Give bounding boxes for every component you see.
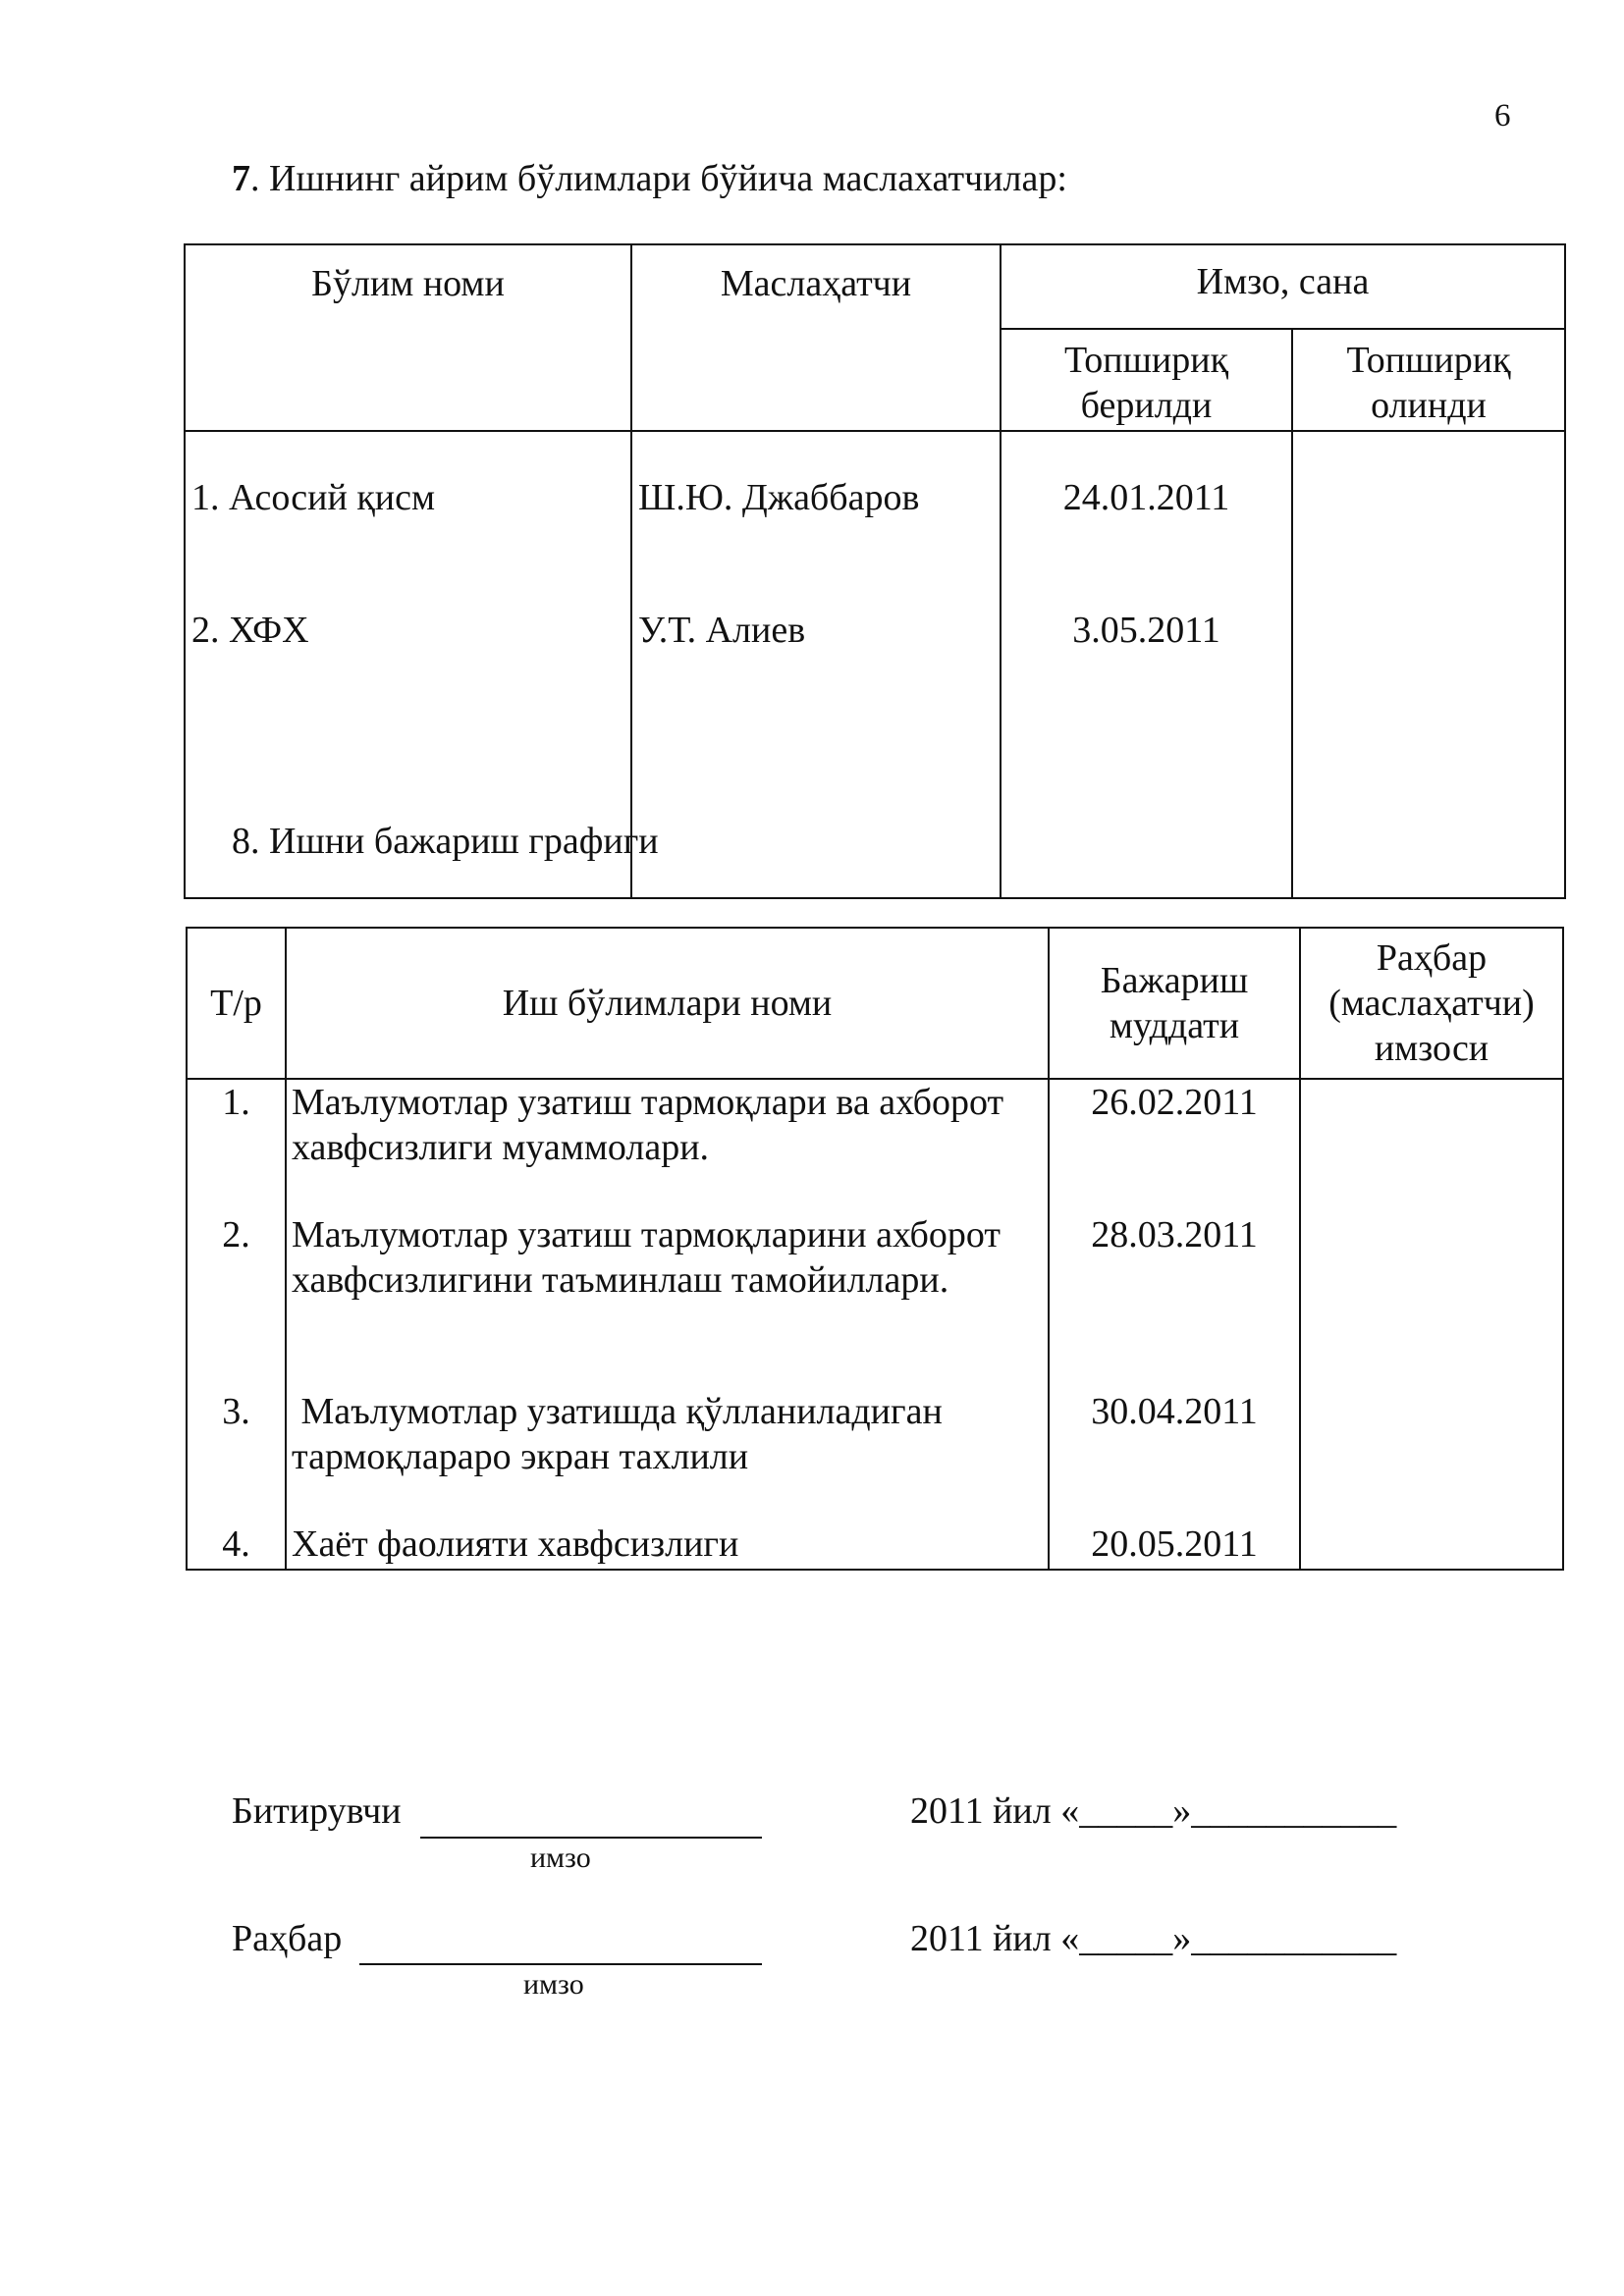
header-section-name: Бўлим номи [185, 244, 631, 431]
row-signature [1300, 1389, 1563, 1522]
consultants-table [184, 243, 1566, 899]
supervisor-date-field: 2011 йил «_____»___________ [910, 1918, 1397, 1959]
supervisor-signature-caption: имзо [523, 1968, 584, 2001]
schedule-table [186, 927, 1564, 1571]
table-row [185, 431, 1565, 608]
row-signature [1300, 1212, 1563, 1389]
row-section: 2. ХФХ [185, 608, 631, 740]
row-given-date: 24.01.2011 [1001, 431, 1292, 608]
header-supervisor-signature: Раҳбар (маслаҳатчи) имзоси [1300, 928, 1563, 1079]
section-7-title [232, 157, 1067, 200]
row-num: 2. [187, 1212, 286, 1389]
table-row [185, 608, 1565, 740]
header-task-received: Топшириқ олинди [1292, 329, 1565, 431]
table-row [187, 1522, 1563, 1570]
row-num: 1. [187, 1079, 286, 1212]
row-deadline: 30.04.2011 [1049, 1389, 1300, 1522]
row-work-name: Хаёт фаолияти хавфсизлиги [286, 1522, 1049, 1570]
row-received [1292, 608, 1565, 740]
header-signature-date: Имзо, сана [1001, 244, 1565, 329]
graduate-date-field: 2011 йил «_____»___________ [910, 1790, 1397, 1832]
row-work-name: Маълумотлар узатиш тармоқларини ахборот хавфсизлигини таъминлаш тамойиллари. [286, 1212, 1049, 1389]
row-signature [1300, 1522, 1563, 1570]
header-task-given: Топшириқ берилди [1001, 329, 1292, 431]
row-deadline: 28.03.2011 [1049, 1212, 1300, 1389]
table-row [187, 1389, 1563, 1522]
row-received [1292, 431, 1565, 608]
header-consultant: Маслаҳатчи [631, 244, 1001, 431]
row-work-name: Маълумотлар узатишда қўлланиладиган тармоқлараро экран тахлили [286, 1389, 1049, 1522]
supervisor-signature-line [359, 1963, 762, 1965]
row-section: 1. Асосий қисм [185, 431, 631, 608]
section-7-number: 7 [232, 158, 250, 199]
supervisor-label: Раҳбар [232, 1918, 343, 1959]
header-work-name: Иш бўлимлари номи [286, 928, 1049, 1079]
page-number: 6 [1494, 98, 1511, 133]
table-row [187, 1212, 1563, 1389]
section-8-title: 8. Ишни бажариш графиги [232, 821, 659, 862]
graduate-label: Битирувчи [232, 1790, 402, 1832]
row-consultant: У.Т. Алиев [631, 608, 1001, 740]
row-work-name: Маълумотлар узатиш тармоқлари ва ахборот хавфсизлиги муаммолари. [286, 1079, 1049, 1212]
row-num: 3. [187, 1389, 286, 1522]
row-given-date: 3.05.2011 [1001, 608, 1292, 740]
header-deadline: Бажариш муддати [1049, 928, 1300, 1079]
table-row [187, 1079, 1563, 1212]
row-signature [1300, 1079, 1563, 1212]
header-num: Т/р [187, 928, 286, 1079]
row-num: 4. [187, 1522, 286, 1570]
row-deadline: 20.05.2011 [1049, 1522, 1300, 1570]
graduate-signature-line [420, 1837, 762, 1839]
graduate-signature-caption: имзо [530, 1842, 591, 1874]
row-consultant: Ш.Ю. Джаббаров [631, 431, 1001, 608]
row-deadline: 26.02.2011 [1049, 1079, 1300, 1212]
section-7-heading: . Ишнинг айрим бўлимлари бўйича маслахатчилар: [250, 158, 1067, 199]
